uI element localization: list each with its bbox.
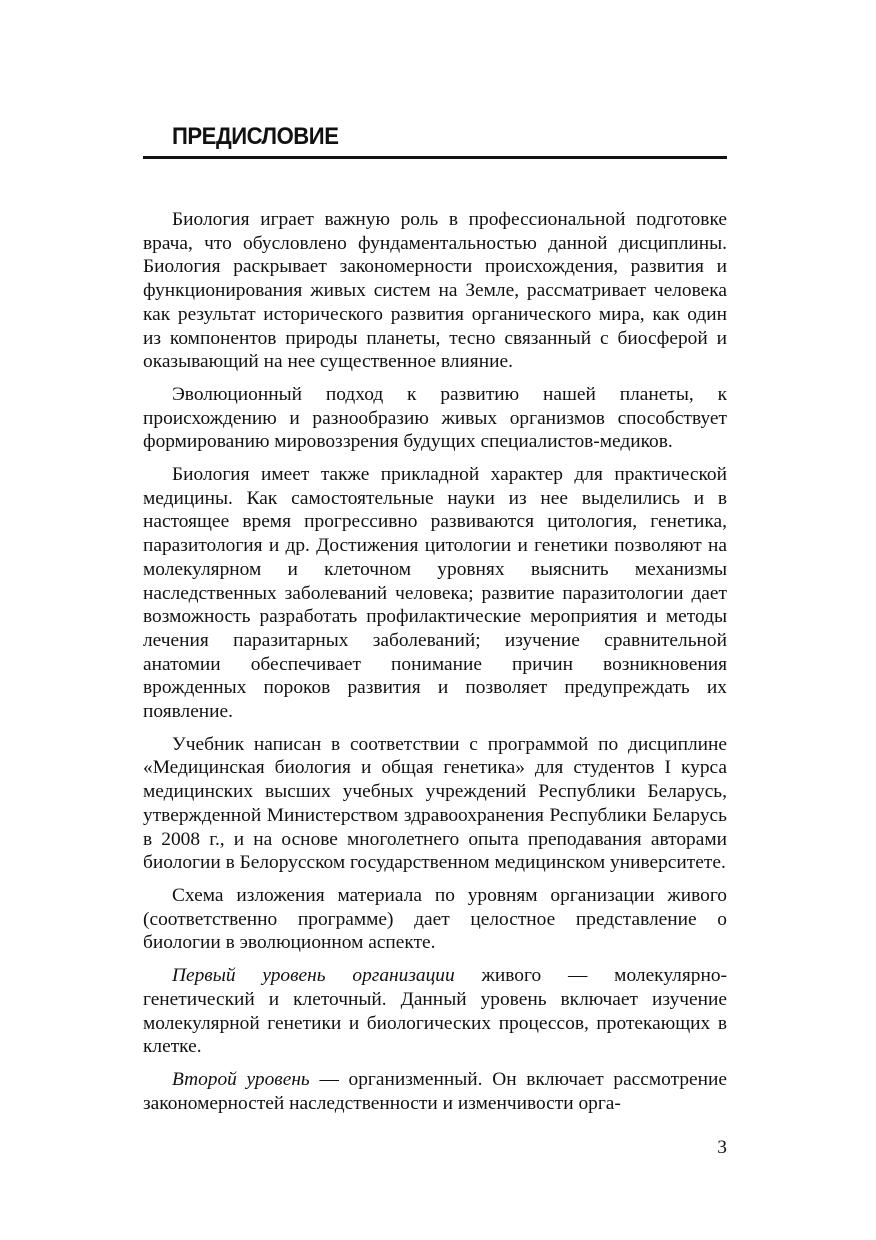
paragraph-7	[143, 1068, 727, 1115]
italic-term-second-level: Второй уровень	[172, 1068, 310, 1090]
paragraph-6-text: живого — молекулярно-генетический и клеточный. Данный уровень включает изучение молекулярной генетики и биологических процессов, протекающих в клетке.	[143, 965, 727, 1058]
paragraph-4: Учебник написан в соответствии с программой по дисциплине «Медицинская биология и общая генетика» для студентов I курса медицинских высших учебных учреждений Республики Беларусь, утвержденной Министерством здравоохранения Республики Беларусь в 2008 г., и на основе многолетнего опыта преподавания авторами биологии в Белорусском государственном медицинском университете.	[143, 733, 727, 874]
page-number: 3	[717, 1137, 727, 1158]
italic-term-first-level: Первый уровень организации	[172, 965, 455, 987]
preface-body	[143, 208, 727, 1124]
title-underline-divider	[143, 156, 727, 159]
paragraph-3: Биология имеет также прикладной характер для практической медицины. Как самостоятельные науки из нее выделились и в настоящее время прогрессивно развиваются цитология, генетика, паразитология и др. Достижения цитологии и генетики позволяют на молекулярном и клеточном уровнях выяснить механизмы наследственных заболеваний человека; развитие паразитологии дает возможность разработать профилактические мероприятия и методы лечения паразитарных заболеваний; изучение сравнительной анатомии обеспечивает понимание причин возникновения врожденных пороков развития и позволяет предупреждать их появление.	[143, 464, 727, 723]
page-title: ПРЕДИСЛОВИЕ	[172, 123, 339, 150]
paragraph-2: Эволюционный подход к развитию нашей планеты, к происхождению и разнообразию живых организмов способствует формированию мировоззрения будущих специалистов-медиков.	[143, 383, 727, 453]
paragraph-1: Биология играет важную роль в профессиональной подготовке врача, что обусловлено фундаментальностью данной дисциплины. Биология раскрывает закономерности происхождения, развития и функционирования живых систем на Земле, рассматривает человека как результат исторического развития органического мира, как один из компонентов природы планеты, тесно связанный с биосферой и оказывающий на нее существенное влияние.	[143, 209, 727, 373]
paragraph-6	[143, 964, 727, 1059]
paragraph-5: Схема изложения материала по уровням организации живого (соответственно программе) дает целостное представление о биологии в эволюционном аспекте.	[143, 884, 727, 954]
paragraph-7-text: — организменный. Он включает рассмотрение закономерностей наследственности и изменчивости орга-	[143, 1068, 727, 1114]
